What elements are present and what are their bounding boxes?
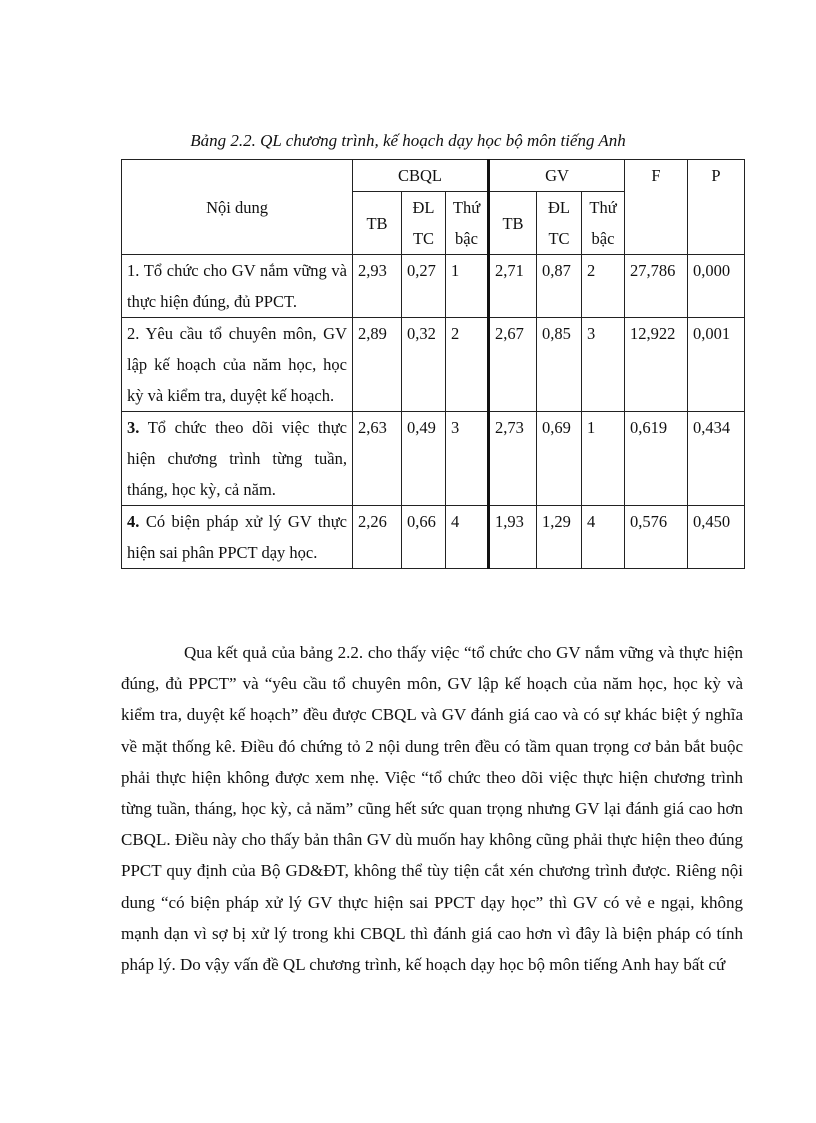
cell-cbql-tb: 2,63 bbox=[353, 412, 402, 506]
header-f: F bbox=[625, 160, 688, 255]
cell-p: 0,000 bbox=[688, 255, 745, 318]
cell-gv-dltc: 0,69 bbox=[537, 412, 582, 506]
cell-cbql-rank: 4 bbox=[446, 506, 489, 569]
row-content: 3. Tổ chức theo dõi việc thực hiện chương trình từng tuần, tháng, học kỳ, cả năm. bbox=[122, 412, 353, 506]
cell-cbql-tb: 2,26 bbox=[353, 506, 402, 569]
cell-f: 0,576 bbox=[625, 506, 688, 569]
cell-cbql-rank: 2 bbox=[446, 318, 489, 412]
results-table bbox=[121, 159, 745, 569]
cell-gv-dltc: 0,87 bbox=[537, 255, 582, 318]
cell-gv-rank: 3 bbox=[582, 318, 625, 412]
table-row bbox=[122, 318, 745, 412]
cell-p: 0,450 bbox=[688, 506, 745, 569]
cell-cbql-rank: 3 bbox=[446, 412, 489, 506]
row-content: 1. Tổ chức cho GV nắm vững và thực hiện đúng, đủ PPCT. bbox=[122, 255, 353, 318]
cell-cbql-tb: 2,89 bbox=[353, 318, 402, 412]
row-content: 2. Yêu cầu tổ chuyên môn, GV lập kế hoạch của năm học, học kỳ và kiểm tra, duyệt kế hoạch. bbox=[122, 318, 353, 412]
cell-p: 0,434 bbox=[688, 412, 745, 506]
header-p: P bbox=[688, 160, 745, 255]
sub-gv-tb: TB bbox=[489, 192, 537, 255]
table-row bbox=[122, 412, 745, 506]
cell-cbql-dltc: 0,49 bbox=[402, 412, 446, 506]
cell-gv-dltc: 0,85 bbox=[537, 318, 582, 412]
sub-cbql-rank: Thứ bậc bbox=[446, 192, 489, 255]
table-row bbox=[122, 255, 745, 318]
sub-cbql-tb: TB bbox=[353, 192, 402, 255]
cell-f: 0,619 bbox=[625, 412, 688, 506]
cell-f: 27,786 bbox=[625, 255, 688, 318]
sub-cbql-dltc: ĐL TC bbox=[402, 192, 446, 255]
row-content: 4. Có biện pháp xử lý GV thực hiện sai phân PPCT dạy học. bbox=[122, 506, 353, 569]
header-cbql: CBQL bbox=[353, 160, 489, 192]
cell-gv-tb: 1,93 bbox=[489, 506, 537, 569]
table-header-row bbox=[122, 160, 745, 192]
cell-gv-rank: 2 bbox=[582, 255, 625, 318]
cell-cbql-rank: 1 bbox=[446, 255, 489, 318]
cell-f: 12,922 bbox=[625, 318, 688, 412]
cell-gv-rank: 1 bbox=[582, 412, 625, 506]
header-content: Nội dung bbox=[122, 160, 353, 255]
cell-cbql-dltc: 0,66 bbox=[402, 506, 446, 569]
cell-gv-tb: 2,73 bbox=[489, 412, 537, 506]
cell-p: 0,001 bbox=[688, 318, 745, 412]
sub-gv-rank: Thứ bậc bbox=[582, 192, 625, 255]
cell-cbql-tb: 2,93 bbox=[353, 255, 402, 318]
sub-gv-dltc: ĐL TC bbox=[537, 192, 582, 255]
body-paragraph: Qua kết quả của bảng 2.2. cho thấy việc “tổ chức cho GV nắm vững và thực hiện đúng, đủ PPCT” và “yêu cầu tổ chuyên môn, GV lập kế hoạch của năm học, học kỳ và kiểm tra, duyệt kế hoạch” đều được CBQL và GV đánh giá cao và có sự khác biệt ý nghĩa về mặt thống kê. Điều đó chứng tỏ 2 nội dung trên đều có tầm quan trọng cơ bản bắt buộc phải thực hiện không được xem nhẹ. Việc “tổ chức theo dõi việc thực hiện chương trình từng tuần, tháng, học kỳ, cả năm” cũng hết sức quan trọng nhưng GV lại đánh giá cao hơn CBQL. Điều này cho thấy bản thân GV dù muốn hay không cũng phải thực hiện theo đúng PPCT quy định của Bộ GD&ĐT, không thể tùy tiện cắt xén chương trình được. Riêng nội dung “có biện pháp xử lý GV thực hiện sai PPCT dạy học” thì GV có vẻ e ngại, không mạnh dạn vì sợ bị xử lý trong khi CBQL thì đánh giá cao hơn vì đây là biện pháp có tính pháp lý. Do vậy vấn đề QL chương trình, kế hoạch dạy học bộ môn tiếng Anh hay bất cứ bbox=[121, 643, 743, 975]
cell-cbql-dltc: 0,27 bbox=[402, 255, 446, 318]
header-gv: GV bbox=[489, 160, 625, 192]
cell-gv-rank: 4 bbox=[582, 506, 625, 569]
cell-cbql-dltc: 0,32 bbox=[402, 318, 446, 412]
table-caption: Bảng 2.2. QL chương trình, kế hoạch dạy học bộ môn tiếng Anh bbox=[190, 131, 626, 150]
cell-gv-tb: 2,67 bbox=[489, 318, 537, 412]
cell-gv-tb: 2,71 bbox=[489, 255, 537, 318]
table-row bbox=[122, 506, 745, 569]
cell-gv-dltc: 1,29 bbox=[537, 506, 582, 569]
